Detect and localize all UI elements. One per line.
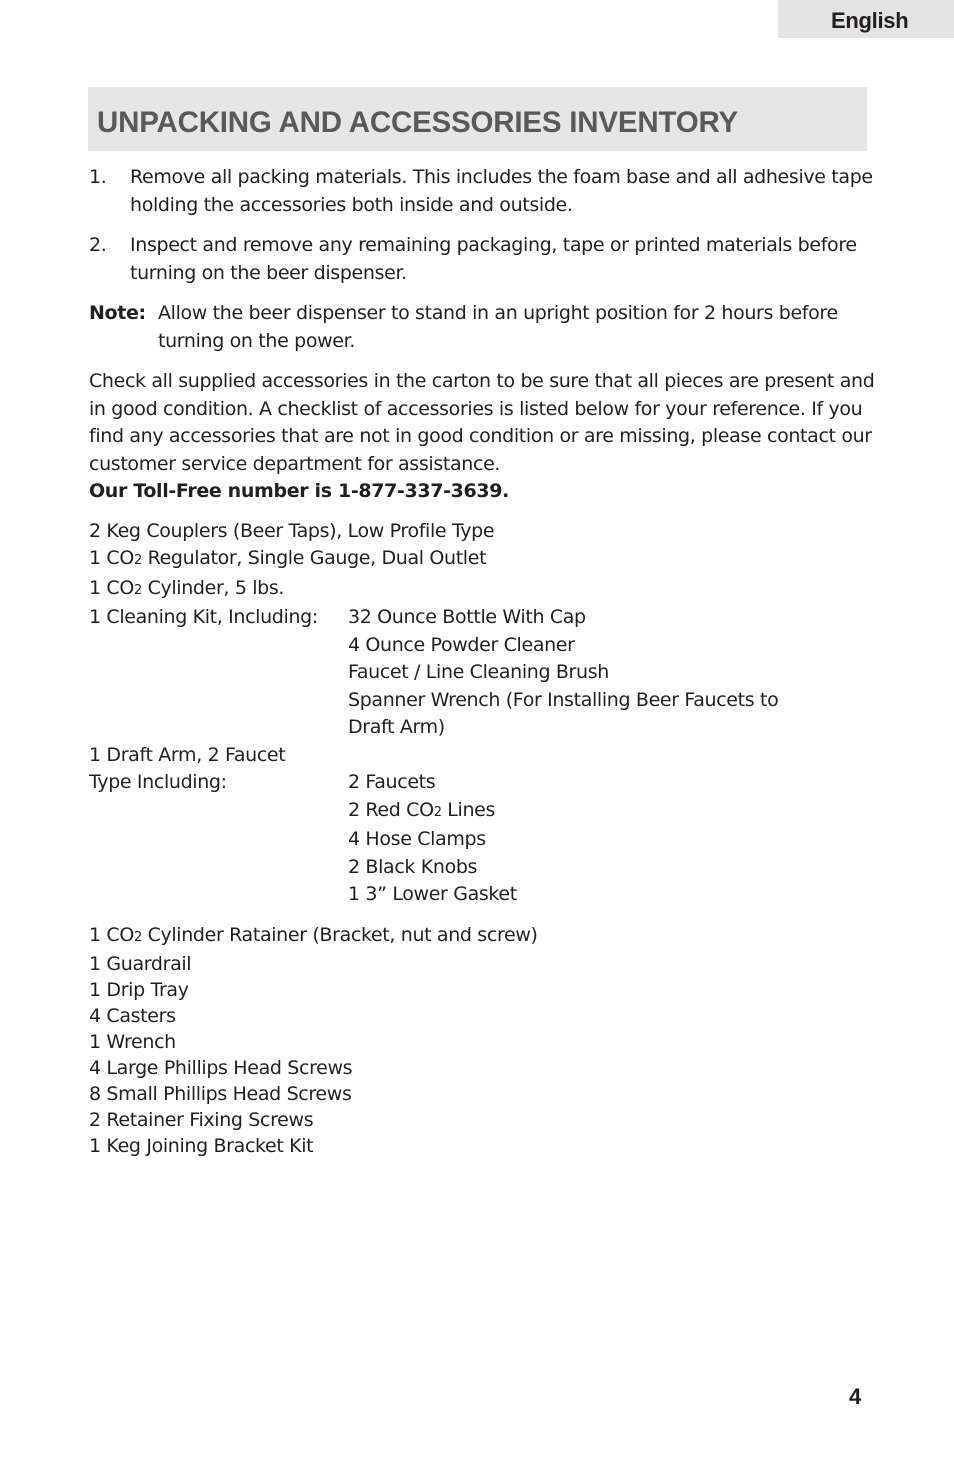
item-text: 1 CO	[89, 576, 134, 599]
item-text: 2 Red CO	[348, 798, 434, 821]
step-text: Inspect and remove any remaining packaging, tape or printed materials before turning on the beer dispenser.	[130, 234, 857, 284]
list-item	[348, 742, 879, 770]
note-label: Note:	[89, 302, 146, 324]
list-item: 32 Ounce Bottle With Cap	[348, 606, 586, 628]
note	[89, 300, 879, 355]
list-item	[89, 922, 879, 951]
kit-label-line: 1 Draft Arm, 2 Faucet	[89, 743, 286, 766]
kit-label-line: Type Including:	[89, 771, 227, 793]
item-text: Cylinder Ratainer (Bracket, nut and screw)	[141, 923, 538, 946]
step-1	[89, 164, 879, 219]
list-item: 2 Retainer Fixing Screws	[89, 1108, 314, 1131]
list-item: Spanner Wrench (For Installing Beer Faucets to Draft Arm)	[348, 688, 779, 738]
item-text: Cylinder, 5 lbs.	[141, 576, 285, 599]
subscript: 2	[133, 582, 142, 598]
kit-label	[89, 742, 348, 909]
list-item: 2 Keg Couplers (Beer Taps), Low Profile Type	[89, 519, 495, 542]
subscript: 2	[133, 553, 142, 568]
list-item: 1 Keg Joining Bracket Kit	[89, 1134, 314, 1157]
list-item: 1 Wrench	[89, 1030, 176, 1053]
language-tab: English	[778, 0, 954, 38]
item-text: 1 CO	[89, 923, 134, 946]
check-paragraph	[89, 368, 879, 506]
list-item: 8 Small Phillips Head Screws	[89, 1082, 352, 1105]
check-text: Check all supplied accessories in the carton to be sure that all pieces are present and in good condition. A checklist of accessories is listed below for your reference. If you find any accessories that are not in good condition or are missing, please contact our customer service department for assistance.	[89, 370, 875, 475]
section-title-bar	[88, 87, 867, 151]
list-item: 1 Guardrail	[89, 952, 192, 975]
list-item	[89, 545, 879, 575]
item-text: Regulator, Single Gauge, Dual Outlet	[141, 547, 487, 569]
step-number: 1.	[89, 166, 107, 188]
note-text: Allow the beer dispenser to stand in an upright position for 2 hours before turning on the power.	[158, 302, 838, 352]
kit-label: 1 Cleaning Kit, Including:	[89, 606, 318, 628]
list-item: 4 Large Phillips Head Screws	[89, 1056, 353, 1079]
list-item: 2 Faucets	[348, 771, 436, 793]
inventory-list-bottom	[89, 922, 879, 1159]
list-item: 1 3” Lower Gasket	[348, 883, 517, 905]
draft-arm-kit	[89, 742, 879, 909]
kit-items	[348, 604, 879, 742]
list-item: 2 Black Knobs	[348, 855, 478, 878]
list-item: 4 Ounce Powder Cleaner	[348, 633, 575, 656]
page-number: 4	[849, 1384, 862, 1409]
page-title: UNPACKING AND ACCESSORIES INVENTORY	[97, 106, 738, 139]
subscript: 2	[433, 804, 442, 820]
main-content	[89, 164, 879, 1159]
list-item	[89, 575, 879, 605]
step-text: Remove all packing materials. This includes the foam base and all adhesive tape holding the accessories both inside and outside.	[130, 166, 873, 216]
list-item: 4 Casters	[89, 1004, 176, 1027]
cleaning-kit	[89, 604, 879, 742]
step-number: 2.	[89, 234, 107, 256]
subscript: 2	[133, 929, 142, 945]
list-item: 4 Hose Clamps	[348, 828, 486, 850]
toll-free-number: Our Toll-Free number is 1-877-337-3639.	[89, 480, 509, 502]
step-2	[89, 232, 879, 287]
item-text: 1 CO	[89, 547, 134, 569]
inventory-list-top	[89, 518, 879, 605]
list-item: 1 Drip Tray	[89, 978, 189, 1001]
kit-items	[348, 742, 879, 909]
item-text: Lines	[441, 798, 496, 821]
list-item	[348, 797, 879, 827]
list-item: Faucet / Line Cleaning Brush	[348, 661, 609, 683]
